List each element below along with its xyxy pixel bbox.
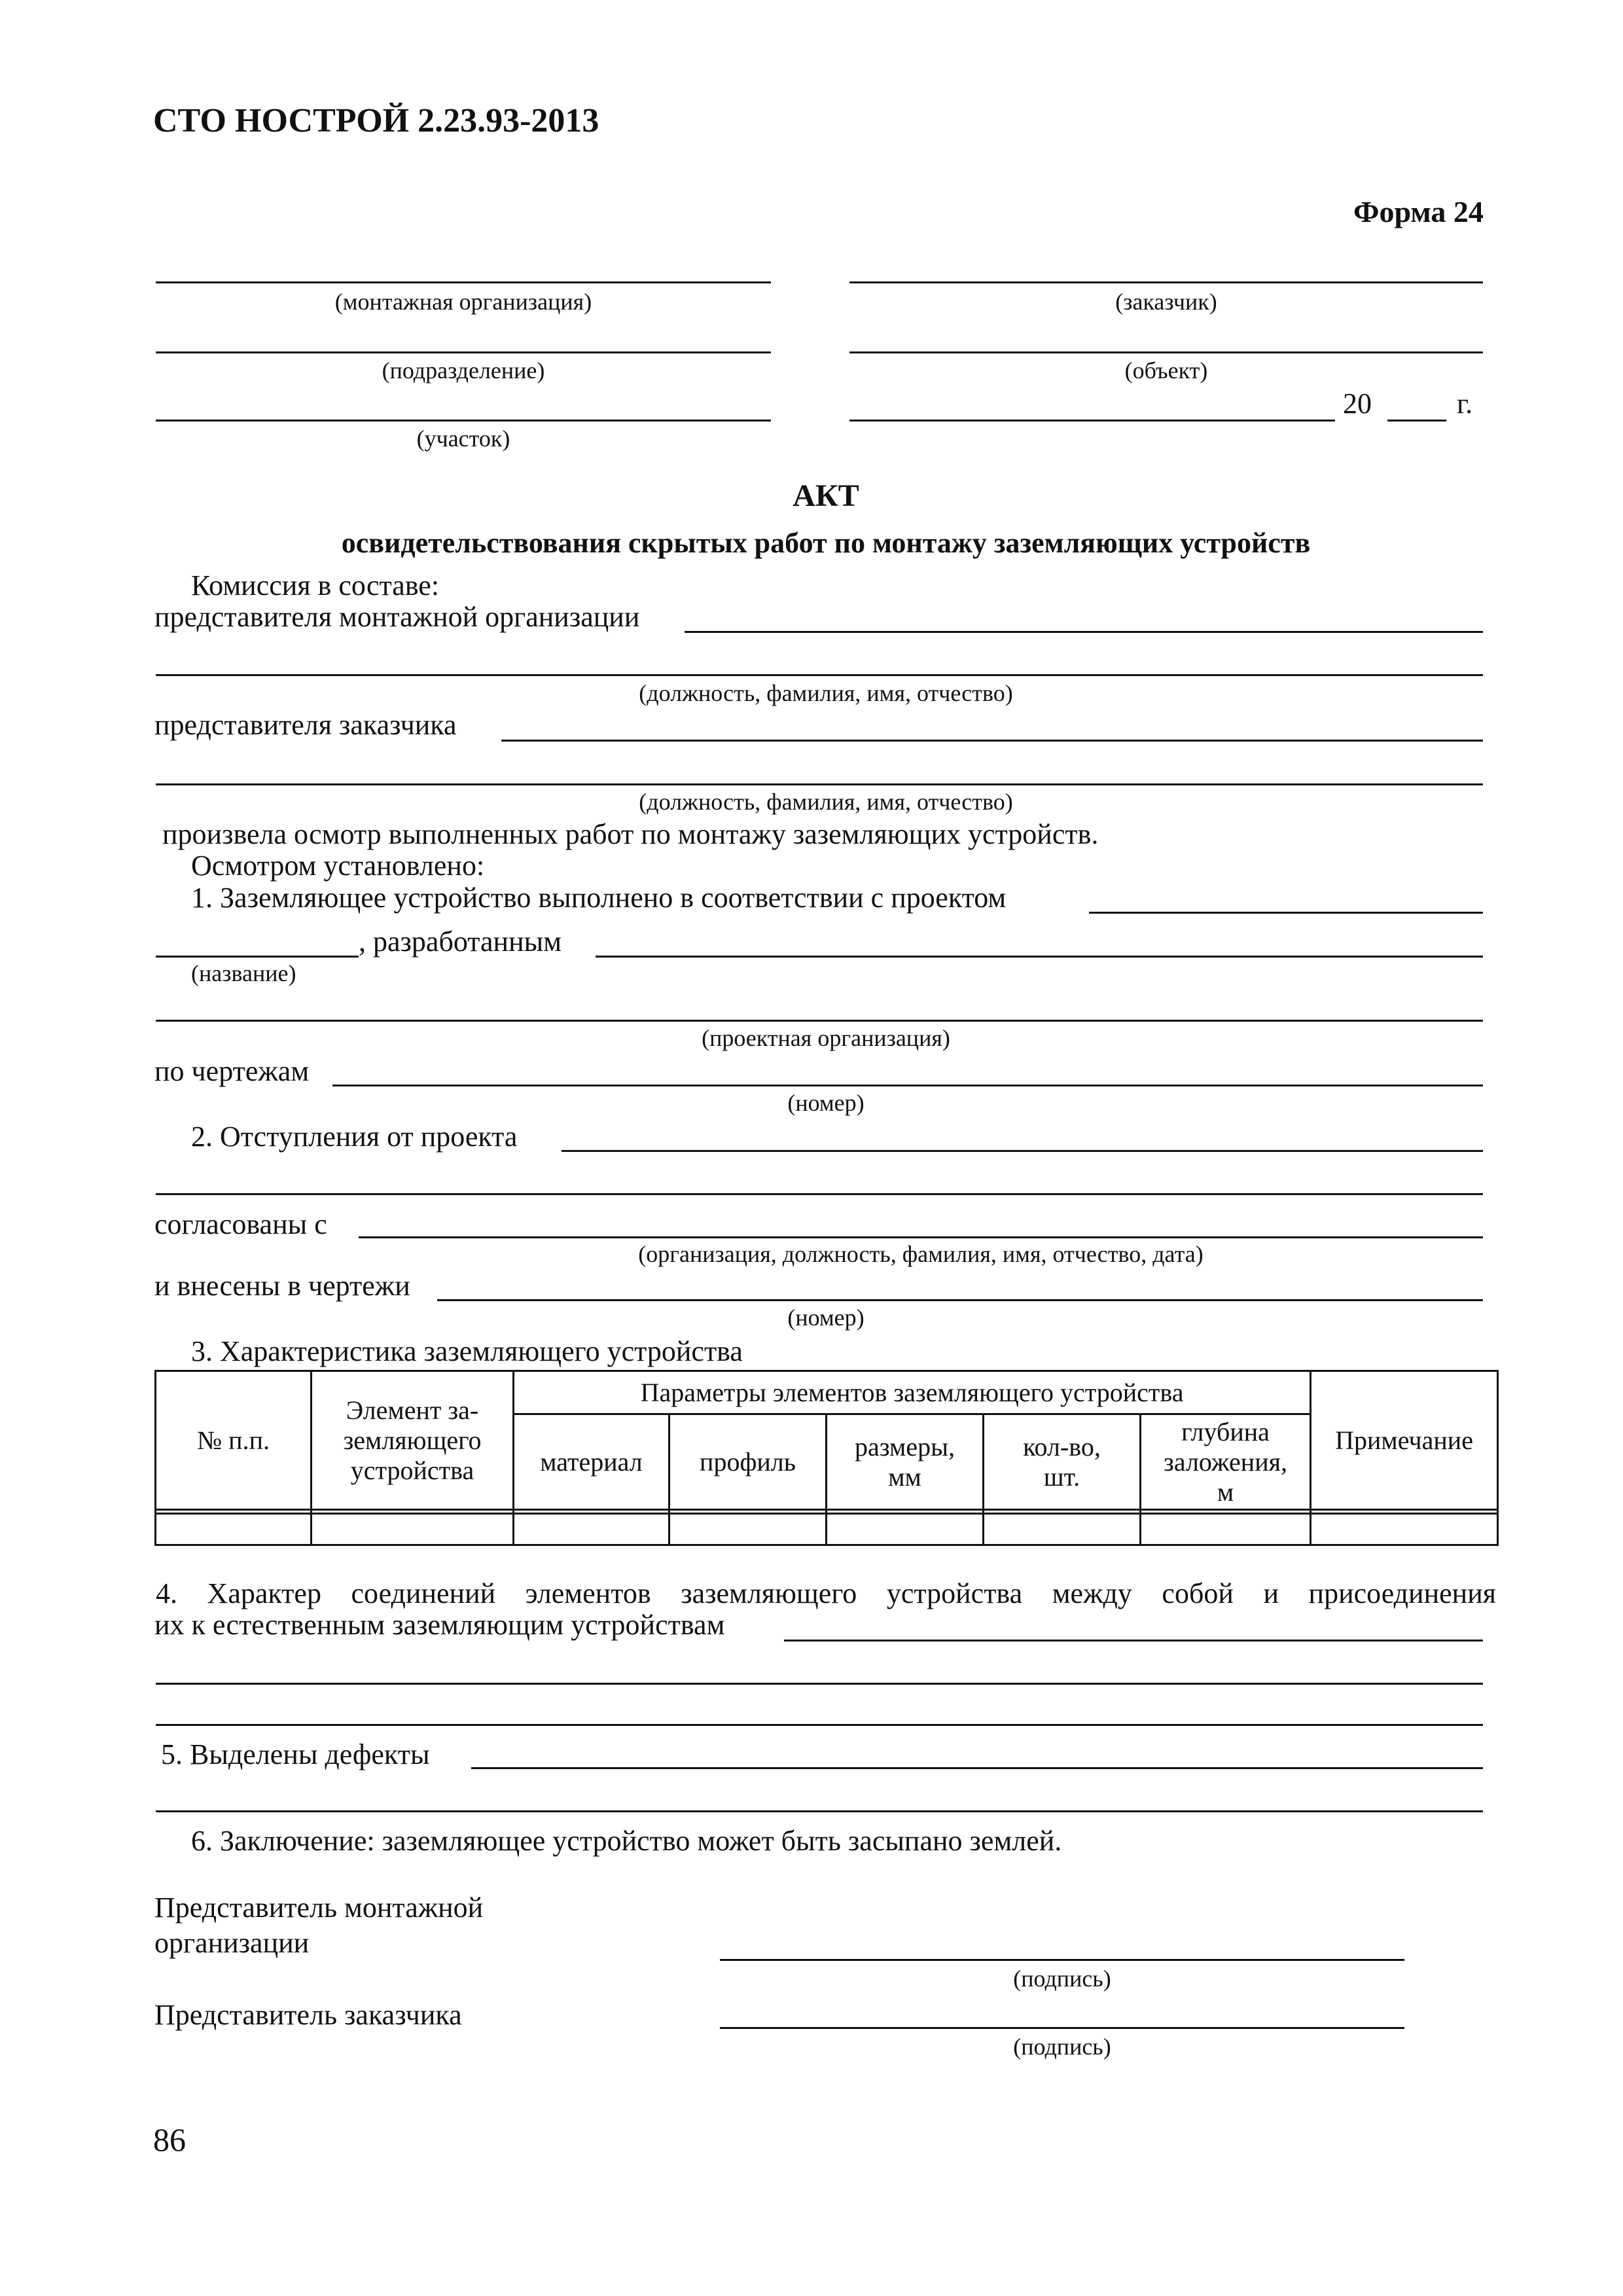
section-line[interactable] xyxy=(156,420,771,422)
item4-line1: 4. Характер соединений элементов заземляющего устройства между собой и присоединения xyxy=(156,1577,1496,1609)
design-org-line[interactable] xyxy=(156,1020,1483,1022)
customer-rep-line-2[interactable] xyxy=(156,783,1483,785)
grounding-characteristics-table xyxy=(154,1370,1499,1546)
item2-text: 2. Отступления от проекта xyxy=(191,1121,518,1153)
year-suffix: г. xyxy=(1457,387,1473,420)
entered-number-caption: (номер) xyxy=(787,1304,865,1331)
drawings-line[interactable] xyxy=(332,1085,1483,1086)
customer-rep-caption: (должность, фамилия, имя, отчество) xyxy=(639,789,1013,815)
agreed-caption: (организация, должность, фамилия, имя, отчество, дата) xyxy=(638,1241,1204,1267)
page-number: 86 xyxy=(153,2121,186,2158)
customer-signature-caption: (подпись) xyxy=(1013,2034,1111,2060)
table-cell[interactable] xyxy=(827,1514,984,1545)
col-header-element: Элемент за- земляющего устройства xyxy=(312,1371,514,1510)
item1-text: 1. Заземляющее устройство выполнено в соответствии с проектом xyxy=(191,882,1007,914)
section-caption: (участок) xyxy=(416,425,510,452)
drawings-label: по чертежам xyxy=(154,1055,310,1087)
year-line[interactable] xyxy=(1387,420,1446,422)
table-cell[interactable] xyxy=(1141,1514,1311,1545)
table-cell[interactable] xyxy=(312,1514,514,1545)
agreed-line[interactable] xyxy=(359,1236,1483,1238)
installer-signature-caption: (подпись) xyxy=(1013,1965,1111,1992)
table-row xyxy=(156,1514,1498,1545)
installer-rep-caption: (должность, фамилия, имя, отчество) xyxy=(639,680,1013,706)
col-header-quantity: кол-во, шт. xyxy=(984,1414,1141,1510)
table-cell[interactable] xyxy=(669,1514,827,1545)
standard-code: СТО НОСТРОЙ 2.23.93-2013 xyxy=(153,102,599,139)
entered-label: и внесены в чертежи xyxy=(154,1270,410,1302)
customer-rep-label: представителя заказчика xyxy=(154,709,457,741)
deviations-line-2[interactable] xyxy=(156,1193,1483,1195)
customer-line[interactable] xyxy=(849,281,1483,283)
connections-line[interactable] xyxy=(784,1640,1483,1641)
drawings-number-caption: (номер) xyxy=(787,1090,865,1116)
defects-line-2[interactable] xyxy=(156,1810,1483,1812)
entered-line[interactable] xyxy=(437,1299,1483,1301)
installer-rep-label: представителя монтажной организации xyxy=(154,601,640,633)
col-header-depth: глубина заложения, м xyxy=(1141,1414,1311,1510)
performed-text: произвела осмотр выполненных работ по монтажу заземляющих устройств. xyxy=(162,818,1099,850)
installer-rep-line-2[interactable] xyxy=(156,674,1483,676)
item3-text: 3. Характеристика заземляющего устройства xyxy=(191,1335,743,1367)
item5-text: 5. Выделены дефекты xyxy=(161,1738,430,1770)
installer-org-caption: (монтажная организация) xyxy=(334,289,592,315)
object-caption: (объект) xyxy=(1124,357,1208,384)
design-org-caption: (проектная организация) xyxy=(702,1025,950,1051)
established-text: Осмотром установлено: xyxy=(191,850,485,882)
col-header-profile: профиль xyxy=(669,1414,827,1510)
project-line[interactable] xyxy=(1089,912,1483,914)
developer-line[interactable] xyxy=(596,956,1483,958)
object-line[interactable] xyxy=(849,351,1483,353)
table-cell[interactable] xyxy=(514,1514,669,1545)
act-title: АКТ xyxy=(793,478,859,513)
project-name-caption: (название) xyxy=(191,960,296,986)
table-cell[interactable] xyxy=(1311,1514,1498,1545)
connections-line-2[interactable] xyxy=(156,1683,1483,1685)
col-header-material: материал xyxy=(514,1414,669,1510)
installer-org-line[interactable] xyxy=(156,281,771,283)
customer-caption: (заказчик) xyxy=(1115,289,1217,315)
form-number: Форма 24 xyxy=(1353,195,1484,228)
table-cell[interactable] xyxy=(156,1514,312,1545)
project-name-line[interactable] xyxy=(156,956,359,958)
act-subtitle: освидетельствования скрытых работ по монтажу заземляющих устройств xyxy=(341,527,1311,559)
item6-text: 6. Заключение: заземляющее устройство может быть засыпано землей. xyxy=(191,1825,1062,1857)
year-prefix: 20 xyxy=(1343,387,1372,420)
customer-rep-sign-label: Представитель заказчика xyxy=(154,1999,462,2031)
division-line[interactable] xyxy=(156,351,771,353)
col-header-note: Примечание xyxy=(1311,1371,1498,1510)
defects-line[interactable] xyxy=(471,1767,1483,1769)
deviations-line[interactable] xyxy=(562,1150,1483,1152)
col-header-number: № п.п. xyxy=(156,1371,312,1510)
params-group-header: Параметры элементов заземляющего устройства xyxy=(514,1371,1311,1414)
table-cell[interactable] xyxy=(984,1514,1141,1545)
customer-rep-line[interactable] xyxy=(501,740,1483,742)
installer-signature-line[interactable] xyxy=(720,1959,1404,1961)
item4-line2: их к естественным заземляющим устройствам xyxy=(154,1609,725,1641)
installer-rep-sign-label-2: организации xyxy=(154,1927,310,1959)
agreed-label: согласованы с xyxy=(154,1208,327,1240)
installer-rep-line[interactable] xyxy=(685,631,1483,633)
date-line[interactable] xyxy=(849,420,1335,422)
connections-line-3[interactable] xyxy=(156,1724,1483,1726)
commission-intro: Комиссия в составе: xyxy=(191,569,440,601)
customer-signature-line[interactable] xyxy=(720,2027,1404,2029)
installer-rep-sign-label-1: Представитель монтажной xyxy=(154,1892,484,1924)
col-header-size: размеры, мм xyxy=(827,1414,984,1510)
division-caption: (подразделение) xyxy=(382,357,545,384)
developed-text: , разработанным xyxy=(359,925,562,958)
